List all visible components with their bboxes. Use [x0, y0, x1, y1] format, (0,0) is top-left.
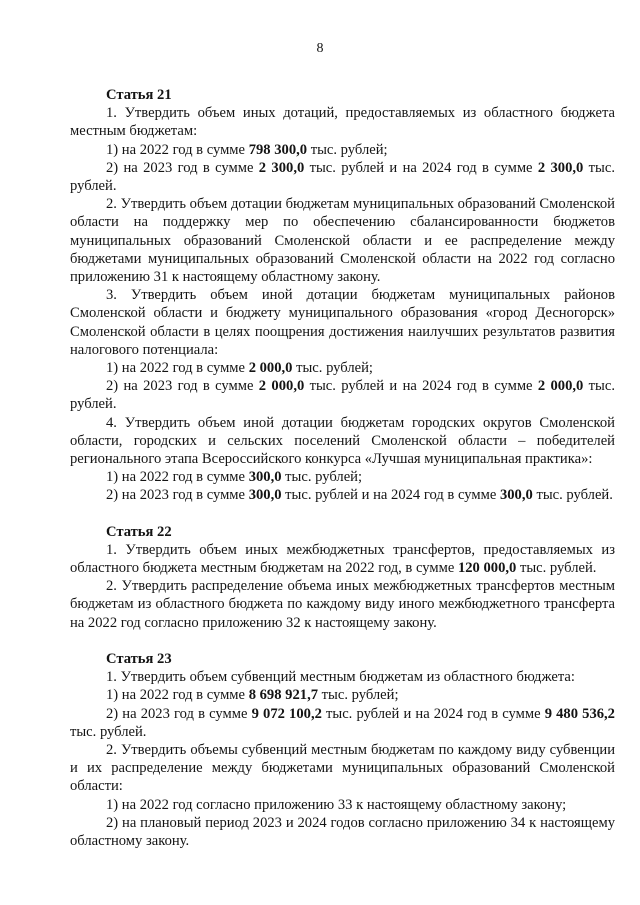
paragraph-text: тыс. рублей; — [318, 687, 399, 704]
article-paragraph — [70, 195, 615, 286]
article-section — [70, 650, 615, 850]
article-title: Статья 22 — [106, 523, 172, 540]
paragraph-text: 2) на 2023 год в сумме — [106, 159, 259, 176]
amount-value: 120 000,0 — [457, 560, 517, 577]
paragraph-text: 2) на 2023 год в сумме — [106, 378, 259, 395]
document-body — [70, 86, 615, 850]
paragraph-text: 3. Утвердить объем иной дотации бюджетам муниципальных районов Смоленской области и бюджету муниципального образования «город Десногорск» Смоленской области в целях поощрения достижения наилучших результатов развития налогового потенциала: — [70, 287, 615, 358]
article-paragraph — [70, 796, 615, 814]
amount-value: 798 300,0 — [248, 141, 308, 158]
paragraph-text: 2. Утвердить распределение объема иных межбюджетных трансфертов местным бюджетам из областного бюджета по каждому виду иного межбюджетного трансферта на 2022 год согласно приложению 32 к настоящему закону. — [70, 578, 615, 631]
article-paragraph — [70, 814, 615, 850]
paragraph-text: тыс. рублей; — [281, 469, 363, 486]
article-paragraph — [70, 541, 615, 577]
paragraph-text: тыс. рублей и на 2024 год в сумме — [281, 487, 500, 504]
paragraph-text: 2) на 2023 год в сумме — [106, 705, 252, 722]
page-number: 8 — [316, 41, 324, 56]
article-paragraph — [70, 741, 615, 796]
paragraph-text: 1) на 2022 год в сумме — [106, 469, 249, 486]
paragraph-text: 2. Утвердить объем дотации бюджетам муниципальных образований Смоленской области на поддержку мер по обеспечению сбалансированности бюджетов муниципальных образований Смоленской области и ее распределение между бюджетами муниципальных образований Смоленской области на 2022 год согласно приложению 31 к настоящему областному закону. — [70, 196, 615, 286]
amount-value: 2 300,0 — [537, 159, 584, 176]
paragraph-text: 4. Утвердить объем иной дотации бюджетам городских округов Смоленской области, городских и сельских поселений Смоленской области – победителей регионального этапа Всероссийского конкурса «Лучшая муниципальная практика»: — [70, 414, 615, 468]
amount-value: 9 480 536,2 — [544, 705, 615, 722]
amount-value: 300,0 — [248, 469, 282, 486]
amount-value: 9 072 100,2 — [251, 705, 322, 722]
article-paragraph — [70, 486, 615, 504]
paragraph-text: тыс. рублей и на 2024 год в сумме — [321, 705, 545, 722]
paragraph-text: тыс. рублей. — [532, 487, 613, 504]
article-paragraph — [70, 668, 615, 686]
amount-value: 2 000,0 — [258, 378, 305, 395]
paragraph-text: тыс. рублей. — [516, 560, 597, 577]
article-paragraph — [70, 577, 615, 632]
paragraph-text: тыс. рублей. — [70, 378, 615, 413]
article-paragraph — [70, 686, 615, 704]
paragraph-text: 2) на 2023 год в сумме — [106, 487, 249, 504]
paragraph-text: 1) на 2022 год в сумме — [106, 687, 249, 704]
paragraph-text: 1) на 2022 год в сумме — [106, 360, 249, 377]
amount-value: 300,0 — [499, 487, 533, 504]
article-section — [70, 86, 615, 505]
paragraph-text: 2) на плановый период 2023 и 2024 годов согласно приложению 34 к настоящему областному закону. — [70, 814, 615, 849]
article-paragraph — [70, 705, 615, 741]
amount-value: 300,0 — [248, 487, 282, 504]
paragraph-text: тыс. рублей; — [307, 141, 388, 158]
article-paragraph — [70, 359, 615, 377]
article-title: Статья 21 — [106, 87, 172, 103]
amount-value: 2 000,0 — [537, 378, 584, 395]
paragraph-text: 1. Утвердить объем иных дотаций, предоставляемых из областного бюджета местным бюджетам: — [70, 105, 615, 140]
amount-value: 2 300,0 — [258, 159, 305, 176]
article-paragraph — [70, 286, 615, 359]
article-title: Статья 23 — [106, 650, 172, 667]
paragraph-text: тыс. рублей и на 2024 год в сумме — [304, 159, 538, 176]
amount-value: 8 698 921,7 — [248, 687, 319, 704]
amount-value: 2 000,0 — [248, 360, 293, 377]
paragraph-text: 1) на 2022 год в сумме — [106, 141, 249, 158]
paragraph-text: 1. Утвердить объем субвенций местным бюджетам из областного бюджета: — [106, 669, 575, 686]
article-paragraph — [70, 377, 615, 413]
article-section — [70, 523, 615, 632]
paragraph-text: 1. Утвердить объем иных межбюджетных трансфертов, предоставляемых из областного бюджета местным бюджетам на 2022 год, в сумме — [70, 541, 615, 577]
paragraph-text: тыс. рублей. — [70, 159, 615, 195]
article-paragraph — [70, 468, 615, 486]
article-paragraph — [70, 104, 615, 140]
article-paragraph — [70, 141, 615, 159]
paragraph-text: тыс. рублей; — [292, 360, 373, 377]
paragraph-text: тыс. рублей и на 2024 год в сумме — [304, 378, 538, 395]
paragraph-text: тыс. рублей. — [70, 723, 147, 740]
article-paragraph — [70, 414, 615, 469]
paragraph-text: 2. Утвердить объемы субвенций местным бюджетам по каждому виду субвенции и их распределение между бюджетами муниципальных образований Смоленской области: — [70, 741, 615, 795]
paragraph-text: 1) на 2022 год согласно приложению 33 к настоящему областному закону; — [106, 796, 567, 813]
article-paragraph — [70, 159, 615, 195]
